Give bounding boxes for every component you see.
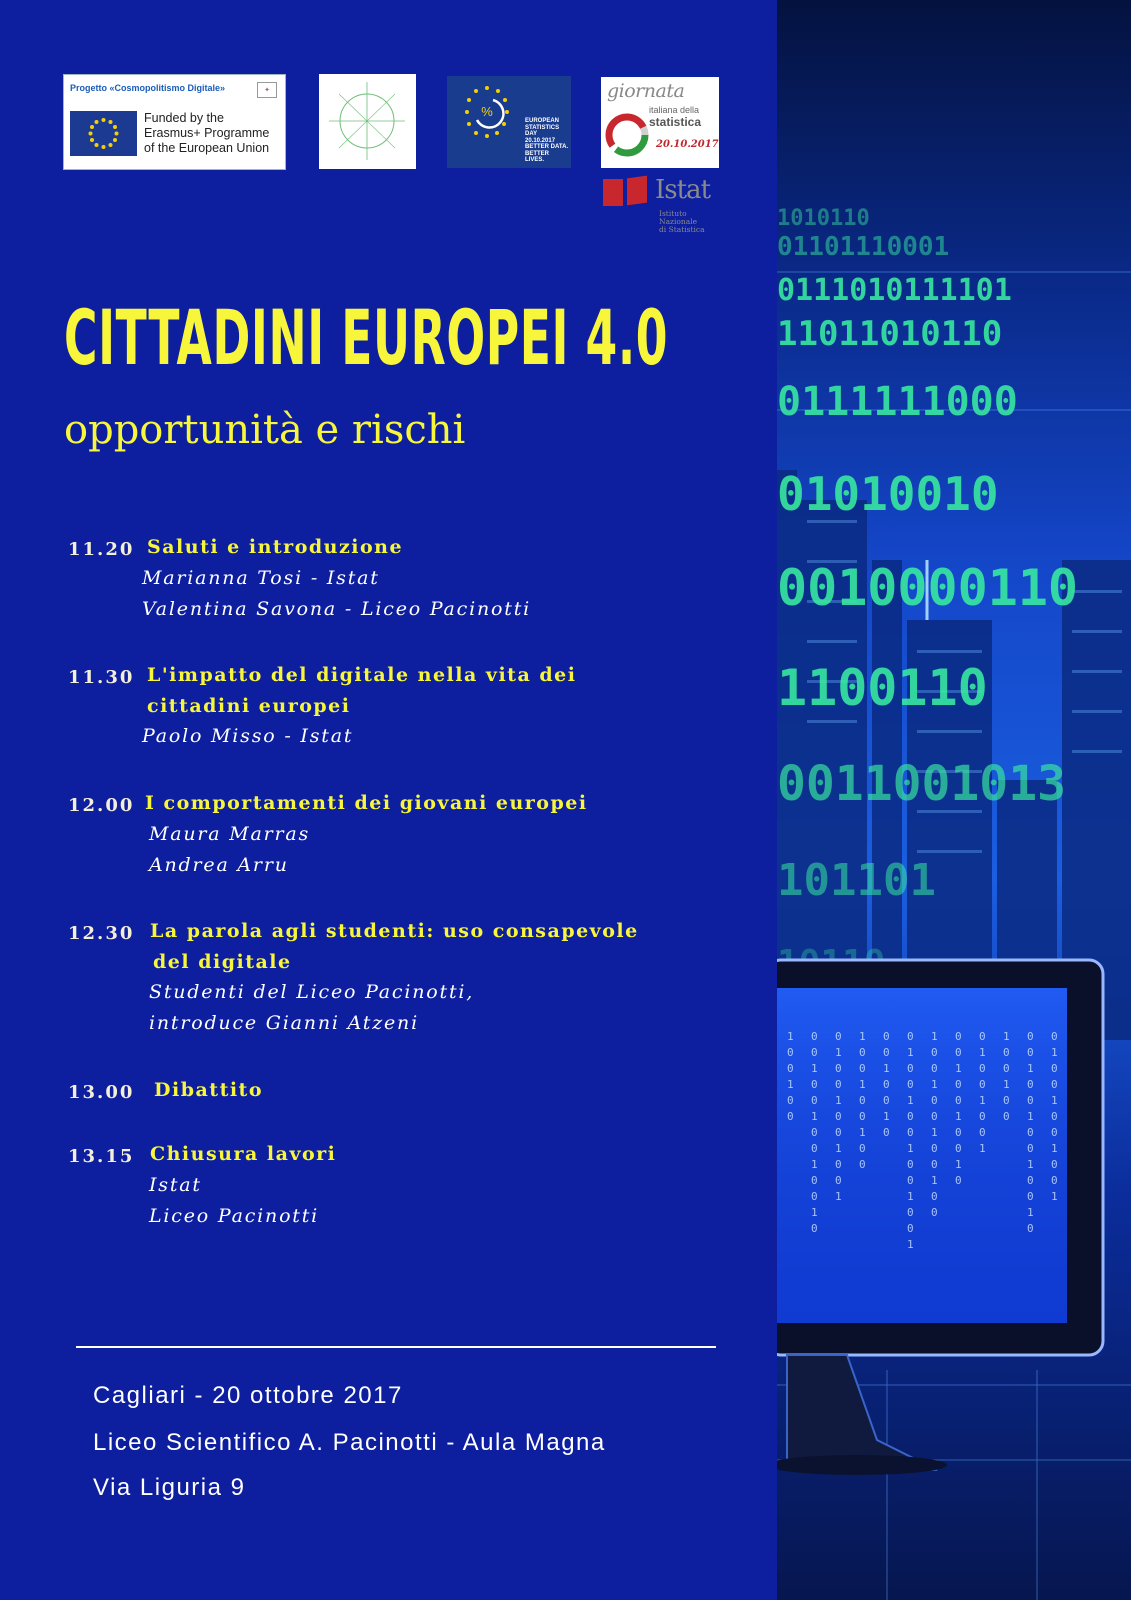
school-logo	[319, 74, 416, 169]
svg-text:0: 0	[1003, 1094, 1010, 1107]
svg-text:1: 1	[907, 1094, 914, 1107]
svg-text:1: 1	[907, 1238, 914, 1251]
svg-text:0: 0	[931, 1190, 938, 1203]
svg-text:0: 0	[1051, 1030, 1058, 1043]
svg-text:0111010111101: 0111010111101	[777, 273, 1012, 308]
svg-text:0011001013: 0011001013	[777, 756, 1066, 812]
agenda-time: 12.00	[68, 795, 135, 816]
agenda-topic-line: Chiusura lavori	[150, 1143, 337, 1165]
agenda-topic-line: Dibattito	[154, 1079, 264, 1101]
svg-text:0: 0	[883, 1078, 890, 1091]
svg-text:1: 1	[931, 1174, 938, 1187]
agenda-topic	[150, 916, 639, 978]
agenda-speaker: introduce Gianni Atzeni	[149, 1012, 419, 1034]
svg-text:0: 0	[979, 1126, 986, 1139]
svg-text:1: 1	[811, 1110, 818, 1123]
svg-text:0: 0	[811, 1126, 818, 1139]
agenda-speaker: Paolo Misso - Istat	[142, 725, 354, 747]
svg-text:1: 1	[1003, 1030, 1010, 1043]
svg-text:1010110: 1010110	[777, 206, 870, 231]
svg-text:0: 0	[859, 1094, 866, 1107]
istat-mark-icon-2	[627, 176, 647, 206]
svg-text:0: 0	[931, 1110, 938, 1123]
svg-text:0: 0	[1027, 1142, 1034, 1155]
svg-text:1: 1	[931, 1078, 938, 1091]
svg-text:0: 0	[907, 1110, 914, 1123]
project-badge-icon: ✦	[257, 82, 277, 98]
svg-text:0: 0	[835, 1110, 842, 1123]
svg-text:0: 0	[859, 1062, 866, 1075]
agenda-topic	[154, 1075, 263, 1106]
svg-text:0: 0	[787, 1046, 794, 1059]
agenda-speaker: Maura Marras	[149, 823, 311, 845]
svg-text:0: 0	[907, 1174, 914, 1187]
svg-text:1: 1	[835, 1142, 842, 1155]
svg-text:0: 0	[811, 1046, 818, 1059]
svg-text:1: 1	[787, 1078, 794, 1091]
svg-text:0: 0	[811, 1174, 818, 1187]
svg-text:1: 1	[955, 1158, 962, 1171]
svg-text:0: 0	[931, 1206, 938, 1219]
svg-text:1: 1	[859, 1126, 866, 1139]
european-statistics-day-logo	[447, 76, 571, 168]
poster-title: CITTADINI EUROPEI 4.0	[64, 293, 669, 382]
svg-text:0: 0	[835, 1158, 842, 1171]
svg-text:0: 0	[931, 1158, 938, 1171]
svg-text:0: 0	[1027, 1222, 1034, 1235]
erasmus-logo	[63, 74, 286, 170]
agenda-speaker: Andrea Arru	[149, 854, 289, 876]
svg-text:0: 0	[979, 1062, 986, 1075]
giornata-ring-icon	[603, 105, 653, 165]
svg-text:1: 1	[859, 1030, 866, 1043]
svg-text:0: 0	[1051, 1174, 1058, 1187]
agenda-topic-line: I comportamenti dei giovani europei	[145, 792, 588, 814]
svg-text:0: 0	[955, 1142, 962, 1155]
svg-text:01010010: 01010010	[777, 467, 999, 521]
agenda-time: 13.00	[68, 1082, 135, 1103]
event-address: Via Liguria 9	[93, 1474, 246, 1501]
svg-text:1: 1	[1051, 1094, 1058, 1107]
agenda-time: 11.20	[68, 539, 135, 560]
svg-text:0: 0	[931, 1062, 938, 1075]
svg-text:0: 0	[1027, 1094, 1034, 1107]
esd-text: EUROPEAN STATISTICS DAY 20.10.2017 BETTER DATA. BETTER LIVES.	[525, 118, 569, 163]
svg-text:1: 1	[955, 1110, 962, 1123]
svg-text:0: 0	[811, 1222, 818, 1235]
svg-text:1: 1	[979, 1046, 986, 1059]
svg-text:0: 0	[1027, 1174, 1034, 1187]
svg-text:0: 0	[1027, 1078, 1034, 1091]
svg-text:0: 0	[955, 1094, 962, 1107]
svg-text:1: 1	[931, 1030, 938, 1043]
agenda-topic-line: La parola agli studenti: uso consapevole	[150, 920, 639, 942]
binary-city-graphic	[777, 0, 1131, 1600]
binary-city-illustration	[777, 0, 1131, 1600]
svg-text:0: 0	[907, 1206, 914, 1219]
agenda-topic-line: L'impatto del digitale nella vita dei	[147, 664, 577, 686]
agenda-time: 11.30	[68, 667, 135, 688]
svg-text:1: 1	[1051, 1142, 1058, 1155]
svg-text:0: 0	[1027, 1046, 1034, 1059]
istat-logo	[603, 177, 723, 237]
svg-text:0: 0	[787, 1110, 794, 1123]
agenda-topic	[147, 532, 403, 563]
svg-text:1: 1	[1027, 1206, 1034, 1219]
erasmus-funded-text: Funded by the Erasmus+ Programme of the European Union	[144, 111, 270, 155]
svg-text:0: 0	[979, 1030, 986, 1043]
svg-text:1100110: 1100110	[777, 659, 988, 717]
svg-text:0: 0	[955, 1126, 962, 1139]
poster-subtitle: opportunità e rischi	[64, 407, 466, 453]
event-venue: Liceo Scientifico A. Pacinotti - Aula Magna	[93, 1429, 606, 1456]
svg-text:1: 1	[955, 1062, 962, 1075]
svg-text:1: 1	[835, 1094, 842, 1107]
svg-text:0: 0	[811, 1078, 818, 1091]
svg-text:1: 1	[811, 1158, 818, 1171]
svg-text:1: 1	[883, 1110, 890, 1123]
svg-text:0: 0	[811, 1142, 818, 1155]
svg-text:01101110001: 01101110001	[777, 232, 950, 262]
svg-text:0: 0	[955, 1046, 962, 1059]
svg-text:0: 0	[1051, 1078, 1058, 1091]
svg-text:1: 1	[907, 1142, 914, 1155]
agenda-speaker: Studenti del Liceo Pacinotti,	[149, 981, 475, 1003]
svg-text:0: 0	[1003, 1062, 1010, 1075]
agenda-topic	[150, 1139, 336, 1170]
svg-text:0: 0	[883, 1046, 890, 1059]
svg-text:101101: 101101	[777, 855, 936, 906]
svg-text:0: 0	[1051, 1062, 1058, 1075]
agenda-time: 13.15	[68, 1146, 135, 1167]
svg-text:1: 1	[1027, 1110, 1034, 1123]
svg-text:0: 0	[931, 1142, 938, 1155]
svg-text:0: 0	[811, 1190, 818, 1203]
agenda-topic-line: del digitale	[153, 951, 292, 973]
svg-text:1: 1	[835, 1190, 842, 1203]
svg-text:0: 0	[835, 1078, 842, 1091]
agenda-speaker: Marianna Tosi - Istat	[142, 567, 380, 589]
erasmus-project-label: Progetto «Cosmopolitismo Digitale»	[70, 83, 226, 93]
svg-text:0: 0	[811, 1030, 818, 1043]
svg-text:0: 0	[955, 1030, 962, 1043]
agenda-topic	[145, 788, 588, 819]
svg-text:0: 0	[955, 1174, 962, 1187]
eu-flag-icon	[70, 111, 137, 156]
svg-text:0: 0	[859, 1110, 866, 1123]
svg-text:0: 0	[907, 1078, 914, 1091]
svg-text:1: 1	[1003, 1078, 1010, 1091]
agenda-topic-line: Saluti e introduzione	[147, 536, 404, 558]
svg-text:1: 1	[859, 1078, 866, 1091]
svg-text:0: 0	[1027, 1126, 1034, 1139]
svg-text:1: 1	[1027, 1158, 1034, 1171]
svg-text:0: 0	[787, 1094, 794, 1107]
svg-text:0: 0	[979, 1078, 986, 1091]
svg-text:0: 0	[955, 1078, 962, 1091]
svg-text:1: 1	[907, 1046, 914, 1059]
istat-word: Istat	[655, 175, 711, 205]
svg-text:0: 0	[787, 1062, 794, 1075]
istat-mark-icon	[603, 179, 623, 206]
svg-text:0: 0	[907, 1062, 914, 1075]
svg-text:0: 0	[907, 1030, 914, 1043]
agenda-time: 12.30	[68, 923, 135, 944]
svg-text:0: 0	[883, 1126, 890, 1139]
svg-text:1: 1	[883, 1062, 890, 1075]
svg-text:1: 1	[979, 1142, 986, 1155]
svg-text:1: 1	[931, 1126, 938, 1139]
svg-text:0: 0	[835, 1062, 842, 1075]
svg-text:0: 0	[859, 1046, 866, 1059]
svg-text:0: 0	[931, 1046, 938, 1059]
agenda-topic	[147, 660, 576, 722]
svg-text:11011010110: 11011010110	[777, 314, 1003, 354]
giornata-line3: statistica	[649, 115, 702, 129]
giornata-line2: italiana della	[649, 105, 700, 115]
agenda-topic-line: cittadini europei	[147, 695, 351, 717]
svg-text:0: 0	[1027, 1030, 1034, 1043]
svg-text:0: 0	[1051, 1158, 1058, 1171]
svg-text:0: 0	[859, 1158, 866, 1171]
svg-text:0111111000: 0111111000	[777, 379, 1018, 425]
svg-text:0: 0	[835, 1174, 842, 1187]
svg-text:0: 0	[811, 1094, 818, 1107]
svg-text:1: 1	[1051, 1046, 1058, 1059]
svg-text:1: 1	[907, 1190, 914, 1203]
agenda-speaker: Valentina Savona - Liceo Pacinotti	[142, 598, 532, 620]
svg-text:0: 0	[835, 1126, 842, 1139]
svg-text:0: 0	[883, 1030, 890, 1043]
svg-text:0: 0	[1051, 1126, 1058, 1139]
svg-text:1: 1	[787, 1030, 794, 1043]
svg-text:0: 0	[1003, 1046, 1010, 1059]
giornata-statistica-logo	[601, 77, 719, 168]
svg-text:%: %	[481, 104, 493, 119]
giornata-date: 20.10.2017	[656, 139, 719, 150]
svg-text:0: 0	[1027, 1190, 1034, 1203]
svg-text:1: 1	[811, 1206, 818, 1219]
svg-text:0: 0	[907, 1158, 914, 1171]
svg-text:0: 0	[907, 1222, 914, 1235]
svg-text:1: 1	[811, 1062, 818, 1075]
agenda-speaker: Istat	[149, 1174, 202, 1196]
svg-text:0: 0	[979, 1110, 986, 1123]
svg-text:1: 1	[835, 1046, 842, 1059]
svg-text:0: 0	[835, 1030, 842, 1043]
svg-text:0: 0	[931, 1094, 938, 1107]
svg-text:1: 1	[1051, 1190, 1058, 1203]
svg-text:0: 0	[907, 1126, 914, 1139]
svg-text:0: 0	[859, 1142, 866, 1155]
istat-subtitle: Istituto Nazionale di Statistica	[659, 209, 705, 234]
svg-text:0010000110: 0010000110	[777, 559, 1079, 617]
agenda-speaker: Liceo Pacinotti	[149, 1205, 320, 1227]
svg-text:1: 1	[1027, 1062, 1034, 1075]
footer-divider	[76, 1346, 716, 1348]
svg-text:0: 0	[883, 1094, 890, 1107]
giornata-word: giornata	[607, 80, 685, 102]
event-city-date: Cagliari - 20 ottobre 2017	[93, 1382, 403, 1409]
svg-text:0: 0	[1003, 1110, 1010, 1123]
svg-text:1: 1	[979, 1094, 986, 1107]
svg-text:0: 0	[1051, 1110, 1058, 1123]
